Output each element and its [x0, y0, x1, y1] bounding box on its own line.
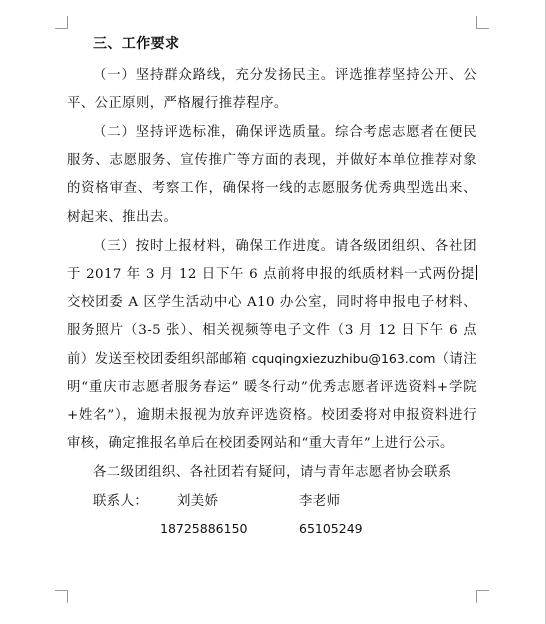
paragraph-4: 各二级团组织、各社团若有疑问，请与青年志愿者协会联系 [93, 465, 452, 481]
margin-corner-mark-bottom-left [55, 590, 68, 603]
text-cursor [476, 265, 477, 280]
paragraph-1: （一）坚持群众路线，充分发扬民主。评选推荐坚持公开、公平、公正原则，严格履行推荐程序。 [67, 68, 477, 112]
paragraph-3 [67, 233, 477, 459]
margin-corner-mark-bottom-right [476, 590, 489, 603]
contact-name-2: 李老师 [299, 493, 341, 509]
contact-phone-2: 65105249 [299, 520, 363, 536]
contact-row [67, 488, 477, 515]
paragraph-3-text-a: （三）按时上报材料，确保工作进度。请各级团组织、各社团于 2017 年 3 月 12 日下午 6 点前将申报的纸质材料一式两份提 [67, 238, 477, 282]
document-body[interactable] [67, 28, 477, 542]
contact-label: 联系人： [93, 493, 149, 509]
phone-row [67, 515, 477, 542]
paragraph-3-text-c: （请注明“重庆市志愿者服务春运” 暖冬行动”优秀志愿者评选资料+学院+姓名”），逾期未报视为放弃评选资格。校团委将对申报资料进行审核，确定推报名单后在校团委网站和“重大青年”上进行公示。 [67, 352, 477, 452]
paragraph-2: （二）坚持评选标准，确保评选质量。综合考虑志愿者在便民服务、志愿服务、宣传推广等方面的表现，并做好本单位推荐对象的资格审查、考察工作，确保将一线的志愿服务优秀典型选出来、树起来、推出去。 [67, 125, 477, 225]
contact-name-1: 刘美娇 [177, 493, 219, 509]
margin-corner-mark-top-right [476, 16, 489, 29]
paragraph-3-text-b: 交校团委 A 区学生活动中心 A10 办公室，同时将申报电子材料、服务照片（3-5 张）、相关视频等电子文件（3 月 12 日下午 6 点前）发送至校团委组织部邮箱 [67, 294, 477, 368]
contact-phone-1: 18725886150 [160, 520, 248, 536]
section-heading: 三、工作要求 [93, 36, 180, 52]
email-address: cquqingxiezuzhibu@163.com [251, 351, 436, 367]
